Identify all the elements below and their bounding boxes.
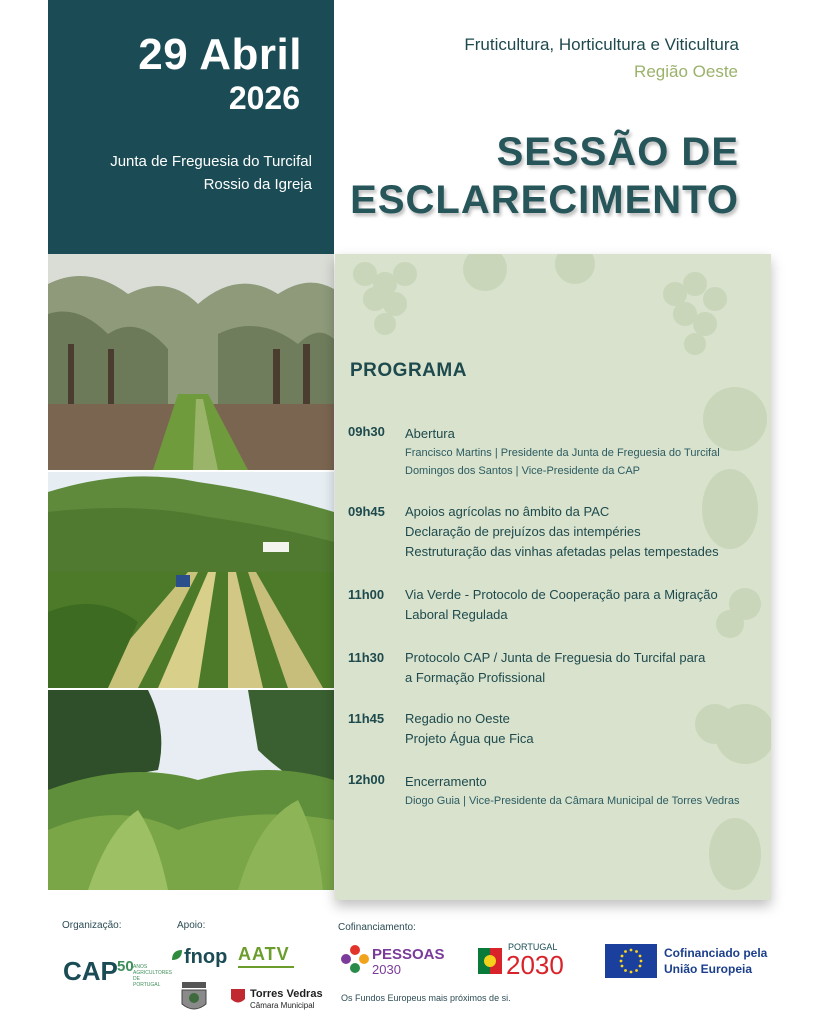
torres-vedras-shield-icon (230, 988, 246, 1006)
venue-line-1: Junta de Freguesia do Turcifal (110, 153, 312, 170)
pessoas-flower-icon (340, 944, 370, 974)
aatv-underline (238, 966, 294, 968)
session-speaker: Francisco Martins | Presidente da Junta de Freguesia do Turcifal (405, 447, 720, 459)
session-body (405, 502, 765, 562)
eu-flag-icon (605, 944, 657, 978)
event-year: 2026 (228, 80, 300, 116)
region-heading: Região Oeste (634, 62, 738, 81)
main-title-line-1: SESSÃO DE (496, 130, 739, 174)
session-title: Protocolo CAP / Junta de Freguesia do Turcifal para (405, 650, 706, 665)
session-title: Laboral Regulada (405, 607, 508, 622)
session-title: a Formação Profissional (405, 670, 546, 685)
portugal-year: 2030 (506, 950, 564, 980)
vineyard-photo (48, 472, 334, 688)
eu-line-2: União Europeia (664, 962, 753, 976)
session-body (405, 772, 765, 810)
session-body (405, 585, 765, 625)
venue (110, 150, 312, 196)
program-panel (335, 254, 771, 900)
session-title: Encerramento (405, 774, 487, 789)
session-time: 09h45 (348, 504, 385, 519)
torres-vedras-sub: Câmara Municipal (250, 1001, 315, 1010)
session-title: Projeto Água que Fica (405, 731, 534, 746)
session-time: 11h30 (348, 650, 385, 665)
torres-vedras-name: Torres Vedras (250, 988, 323, 1000)
eu-line-1: Cofinanciado pela (664, 946, 768, 960)
organizacao-label: Organização: (62, 920, 122, 931)
session-speaker: Diogo Guia | Vice-Presidente da Câmara Municipal de Torres Vedras (405, 795, 740, 807)
event-date: 29 Abril (138, 30, 302, 79)
fnop-logo-text: fnop (184, 946, 228, 968)
tagline: Os Fundos Europeus mais próximos de si. (341, 993, 511, 1003)
apoio-label: Apoio: (177, 920, 206, 931)
portugal-flag-icon (476, 944, 504, 978)
orchard-path-photo (48, 254, 334, 470)
session-title: Restruturação das vinhas afetadas pelas tempestades (405, 544, 719, 559)
session-body (405, 424, 765, 480)
session-time: 11h00 (348, 587, 385, 602)
session-speaker: Domingos dos Santos | Vice-Presidente da CAP (405, 465, 641, 477)
coat-of-arms-icon (178, 980, 210, 1016)
portugal-text: PORTUGAL (508, 942, 558, 952)
leaf-icon (170, 948, 184, 962)
session-title: Apoios agrícolas no âmbito da PAC (405, 504, 610, 519)
session-time: 12h00 (348, 772, 385, 787)
cap-logo-50: 50 (117, 958, 134, 975)
program-heading: PROGRAMA (350, 360, 467, 381)
main-title (350, 128, 739, 224)
pessoas-text: PESSOAS (372, 946, 445, 963)
pear-trees-photo (48, 690, 334, 890)
session-time: 09h30 (348, 424, 385, 439)
session-time: 11h45 (348, 711, 385, 726)
date-block (48, 0, 334, 254)
session-body (405, 709, 765, 749)
aatv-logo-text: AATV (238, 944, 290, 964)
venue-line-2: Rossio da Igreja (203, 176, 312, 193)
session-title: Regadio no Oeste (405, 711, 510, 726)
cap-logo-text: CAP (63, 956, 118, 986)
main-title-line-2: ESCLARECIMENTO (350, 178, 739, 222)
cofinanciamento-label: Cofinanciamento: (338, 922, 416, 933)
cap-logo-sub: ANOS AGRICULTORES DE PORTUGAL (133, 964, 172, 988)
pessoas-year: 2030 (372, 962, 401, 977)
session-title: Declaração de prejuízos das intempéries (405, 524, 641, 539)
session-body (405, 648, 765, 688)
session-title: Via Verde - Protocolo de Cooperação para a Migração (405, 587, 718, 602)
topic-heading: Fruticultura, Horticultura e Viticultura (464, 35, 739, 54)
session-title: Abertura (405, 426, 455, 441)
